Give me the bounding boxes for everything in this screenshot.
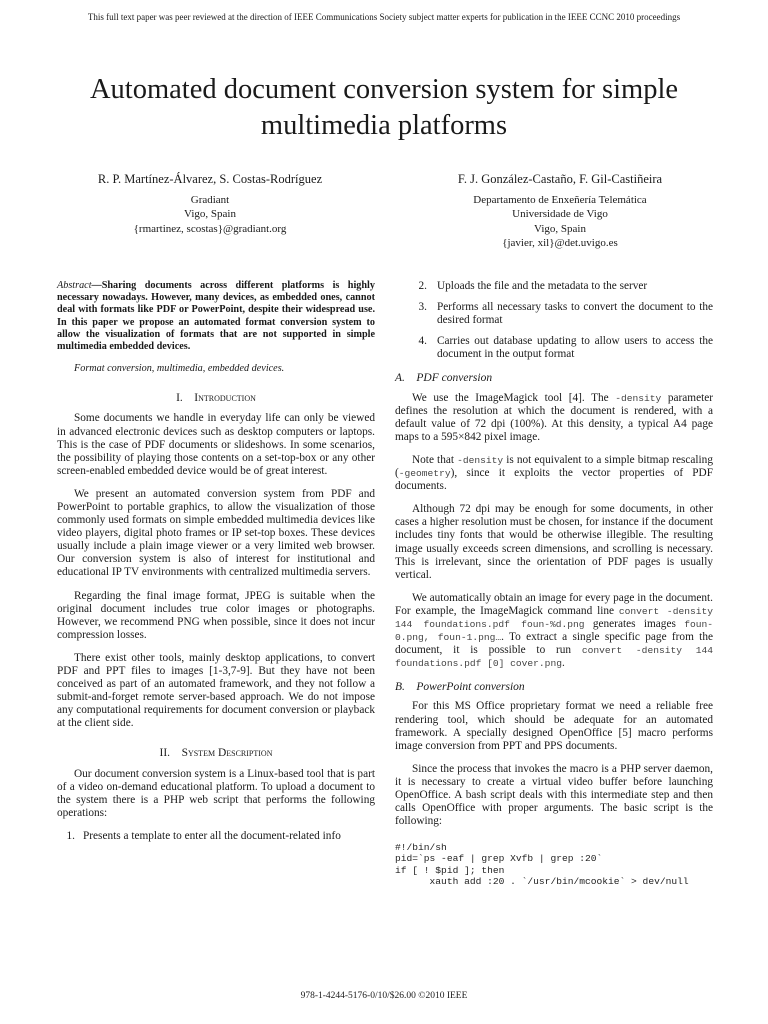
right-column — [395, 280, 713, 887]
list-text: Uploads the file and the metadata to the server — [437, 280, 648, 292]
list-text: Carries out database updating to allow users to access the document in the output format — [437, 335, 713, 361]
section-heading-introduction — [57, 392, 375, 405]
author-block-right — [390, 172, 730, 251]
intro-paragraph: There exist other tools, mainly desktop applications, to convert PDF and PPT files to images [1-3,7-9]. But they have not been conceived as part of an automated framework, and they not follow a submit-and-forget remote server-based approach. We do not impose any computational requirements for document conversion or playback at the client side. — [57, 651, 375, 730]
code-block: #!/bin/sh pid=`ps -eaf | grep Xvfb | grep :20` if [ ! $pid ]; then xauth add :20 . `/usr/bin/mcookie` > dev/null — [395, 842, 689, 887]
text-run: Note that — [412, 453, 458, 466]
code-inline: convert -density 144 foundations.pdf foun-%d.png — [395, 605, 713, 630]
text-run: generates images — [584, 617, 685, 630]
author-affiliation: Departamento de Enxeñería Telemática — [473, 193, 647, 206]
author-university: Universidade de Vigo — [512, 208, 608, 220]
subsection-heading-powerpoint: B. PowerPoint conversion — [395, 681, 525, 694]
section-title: Introduction — [194, 392, 256, 405]
list-number: 4. — [418, 335, 427, 348]
text-run: We automatically obtain an image for every page in the document. For example, the ImageMagick command line — [395, 591, 713, 617]
list-number: 3. — [418, 301, 427, 314]
author-names: R. P. Martínez-Álvarez, S. Costas-Rodríguez — [97, 172, 323, 186]
abstract-text: —Sharing documents across different platforms is highly necessary nowadays. However, many devices, as embedded ones, cannot deal with formats like PDF or PowerPoint, despite their widespread use. In this paper we propose an automated format conversion system to allow the visualization of formats that are not supported in simple multimedia embedded devices. — [57, 280, 375, 353]
list-item — [397, 301, 713, 327]
author-location: Vigo, Spain — [184, 208, 236, 220]
copyright-footer: 978-1-4244-5176-0/10/$26.00 ©2010 IEEE — [300, 991, 468, 1001]
keywords: Format conversion, multimedia, embedded devices. — [74, 363, 285, 375]
list-item — [397, 335, 713, 361]
ppt-paragraph: Since the process that invokes the macro is a PHP server daemon, it is necessary to create a virtual video buffer before launching OpenOffice. A bash script deals with this intermediate step and then calls OpenOffice with proper arguments. The basic script is the following: — [395, 762, 713, 828]
system-paragraph: Our document conversion system is a Linux-based tool that is part of a video on-demand educational platform. To upload a document to the system there is a PHP web script that performs the following operations: — [57, 767, 375, 819]
pdf-paragraph — [395, 454, 713, 493]
intro-paragraph: Regarding the final image format, JPEG is suitable when the original document includes true color images or photographs. However, we recommend PNG when possible, since it does not incur compression losses. — [57, 589, 375, 641]
subsection-heading-pdf: A. PDF conversion — [395, 372, 493, 385]
list-item — [59, 830, 375, 843]
pdf-paragraph: Although 72 dpi may be enough for some documents, in other cases a higher resolution must be chosen, for instance if the document includes tiny fonts that would be otherwise illegible. The resulting image usually exceeds screen dimensions, and scrolling is necessary. This is irrelevant, since the orientation of PDF pages is usually vertical. — [395, 503, 713, 581]
author-names: F. J. González-Castaño, F. Gil-Castiñeira — [457, 172, 663, 186]
pdf-paragraph — [395, 592, 713, 671]
ppt-paragraph: For this MS Office proprietary format we need a reliable free rendering tool, which should be adequate for an automated framework. A specially designed OpenOffice [5] macro performs image conversion from PPT and PPS documents. — [395, 700, 713, 752]
section-heading-system-description — [57, 747, 375, 760]
abstract — [57, 280, 375, 353]
list-text: Performs all necessary tasks to convert the document to the desired format — [437, 301, 713, 327]
author-block-left — [40, 172, 380, 236]
intro-paragraph: We present an automated conversion system from PDF and PowerPoint to portable graphics, to allow the visualization of those commonly used formats on simple embedded multimedia devices like video players, digital photo frames or IP set-top boxes. These devices usually include a plain image viewer or a very limited web browser. Our conversion system is also of interest for institutional and educational IP TV environments with centralized multimedia servers. — [57, 487, 375, 579]
steps-list-continued — [397, 280, 713, 361]
section-title: System Description — [181, 747, 273, 760]
list-text: Presents a template to enter all the document-related info — [83, 829, 341, 842]
code-inline: foun-0.png, foun-1.png… — [395, 618, 713, 644]
steps-list — [59, 830, 375, 843]
paper-title — [40, 72, 728, 144]
text-run: parameter defines the resolution at which the document is rendered, with a default value of 72 dpi (100%). At this density, a typical A4 page maps to a 595×842 pixel image. — [395, 391, 713, 443]
code-inline: -density — [615, 392, 662, 404]
list-item — [397, 280, 713, 293]
code-inline: -density — [457, 454, 504, 466]
list-number: 1. — [66, 829, 75, 842]
author-affiliation: Gradiant — [190, 193, 230, 206]
text-run: . To extract a single specific page from the document, it is possible to run — [395, 631, 713, 657]
abstract-label: Abstract — [57, 280, 92, 291]
code-inline: convert -density 144 foundations.pdf [0] cover.png — [395, 645, 713, 670]
section-number: I. — [176, 392, 183, 405]
text-run: is not equivalent to a simple bitmap rescaling ( — [395, 453, 713, 480]
title-line-1: Automated document conversion system for simple — [89, 74, 679, 105]
text-run: . — [561, 657, 565, 670]
text-run: ), since it exploits the vector properties of PDF documents. — [395, 467, 713, 493]
text-run: We use the ImageMagick tool [4]. The — [412, 391, 616, 404]
left-column — [57, 280, 375, 851]
list-number: 2. — [418, 280, 427, 292]
proceedings-note: This full text paper was peer reviewed at the direction of IEEE Communications Society subject matter experts for publication in the IEEE CCNC 2010 proceedings — [87, 12, 681, 22]
intro-paragraph: Some documents we handle in everyday life can only be viewed in advanced electronic devices such as desktop computers or laptops. This is the case of PDF documents or slideshows. In some scenarios, the possibility of playing those contents on a set-top-box or any other screen-enabled embedded device would be of great interest. — [57, 412, 375, 477]
author-email: {rmartinez, scostas}@gradiant.org — [133, 222, 287, 235]
author-location: Vigo, Spain — [534, 222, 586, 235]
code-inline: -geometry — [398, 468, 451, 480]
section-number: II. — [159, 747, 171, 760]
author-email: {javier, xil}@det.uvigo.es — [502, 237, 618, 249]
title-line-2: multimedia platforms — [260, 110, 508, 141]
pdf-paragraph — [395, 392, 713, 444]
